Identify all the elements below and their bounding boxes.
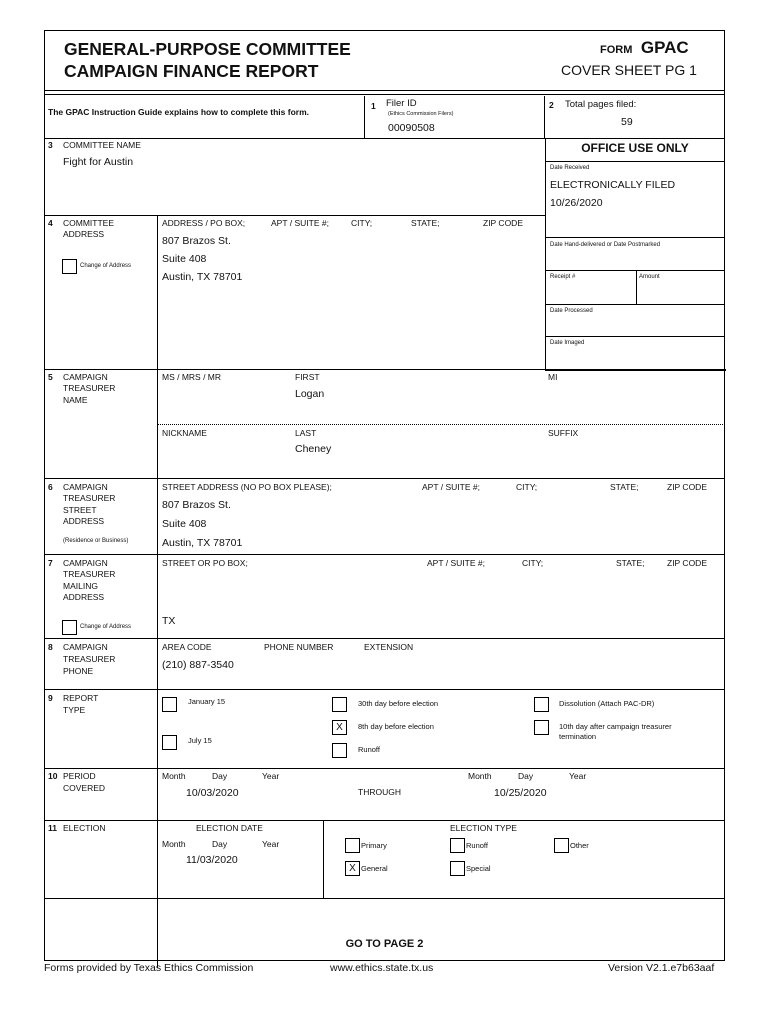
treasurer-mailing-label-4: ADDRESS	[63, 592, 105, 602]
committee-address-line1: 807 Brazos St.	[162, 235, 231, 247]
phone-number-label: PHONE NUMBER	[264, 642, 334, 652]
through-label: THROUGH	[358, 787, 401, 797]
10day-label-2: termination	[559, 732, 597, 741]
first-name-label: FIRST	[295, 372, 320, 382]
section-3-number: 3	[48, 140, 53, 150]
30day-label: 30th day before election	[358, 699, 439, 708]
treasurer-mailing-label-3: MAILING	[63, 581, 98, 591]
total-pages-label: Total pages filed:	[565, 99, 637, 110]
treasurer-street-line3: Austin, TX 78701	[162, 537, 243, 549]
from-month-label: Month	[162, 771, 186, 781]
go-to-page-2: GO TO PAGE 2	[345, 938, 424, 950]
special-checkbox[interactable]	[450, 861, 465, 876]
addr-header-state: STATE;	[411, 218, 440, 228]
form-title-line2: CAMPAIGN FINANCE REPORT	[64, 61, 319, 81]
treasurer-street-label-2: TREASURER	[63, 493, 116, 503]
mailing-header-state: STATE;	[616, 558, 645, 568]
report-type-label-1: REPORT	[63, 693, 99, 703]
divider	[44, 554, 725, 555]
addr-header-address: ADDRESS / PO BOX;	[162, 218, 246, 228]
dissolution-label: Dissolution (Attach PAC-DR)	[559, 699, 655, 708]
phone-value: (210) 887-3540	[162, 659, 234, 671]
election-label: ELECTION	[63, 823, 106, 833]
election-date-value: 11/03/2020	[186, 854, 238, 866]
election-runoff-checkbox[interactable]	[450, 838, 465, 853]
treasurer-mailing-label-1: CAMPAIGN	[63, 558, 108, 568]
treasurer-mailing-label-2: TREASURER	[63, 569, 116, 579]
election-runoff-label: Runoff	[466, 841, 488, 850]
from-day-label: Day	[212, 771, 228, 781]
street-header-zip: ZIP CODE	[667, 482, 707, 492]
date-imaged-label: Date Imaged	[550, 340, 585, 346]
date-received-line2: 10/26/2020	[550, 197, 603, 209]
divider	[44, 768, 725, 769]
primary-checkbox[interactable]	[345, 838, 360, 853]
mailing-header-apt: APT / SUITE #;	[427, 558, 485, 568]
committee-address-label-1: COMMITTEE	[63, 218, 114, 228]
dotted-divider	[157, 424, 725, 425]
change-of-address-label: Change of Address	[80, 263, 132, 269]
special-label: Special	[466, 864, 491, 873]
jul15-label: July 15	[188, 736, 212, 745]
divider	[44, 820, 725, 821]
filer-id-value: 00090508	[388, 122, 435, 134]
treasurer-street-label-3: STREET	[63, 505, 97, 515]
street-header-street: STREET ADDRESS (NO PO BOX PLEASE);	[162, 482, 332, 492]
section-8-number: 8	[48, 642, 53, 652]
committee-address-label-2: ADDRESS	[63, 229, 105, 239]
committee-name-value: Fight for Austin	[63, 156, 134, 168]
last-name-label: LAST	[295, 428, 317, 438]
section-5-number: 5	[48, 372, 53, 382]
section-7-number: 7	[48, 558, 53, 568]
divider	[44, 90, 725, 91]
filer-id-label: Filer ID	[386, 98, 417, 109]
divider	[157, 215, 158, 968]
section-6-number: 6	[48, 482, 53, 492]
runoff-label: Runoff	[358, 745, 380, 754]
cover-sheet-label: COVER SHEET PG 1	[561, 62, 697, 78]
mailing-change-of-address-label: Change of Address	[80, 624, 132, 630]
nickname-label: NICKNAME	[162, 428, 207, 438]
treasurer-street-label-4: ADDRESS	[63, 516, 105, 526]
divider	[545, 270, 725, 271]
divider	[636, 270, 637, 304]
filer-id-number: 1	[371, 101, 376, 111]
jul15-checkbox[interactable]	[162, 735, 177, 750]
from-year-label: Year	[262, 771, 280, 781]
street-header-city: CITY;	[516, 482, 538, 492]
date-processed-label: Date Processed	[550, 308, 593, 314]
mailing-header-street: STREET OR PO BOX;	[162, 558, 248, 568]
period-from-value: 10/03/2020	[186, 787, 239, 799]
divider	[323, 820, 324, 898]
general-label: General	[361, 864, 388, 873]
suffix-label: SUFFIX	[548, 428, 579, 438]
form-code-value: GPAC	[640, 38, 689, 57]
footer-left: Forms provided by Texas Ethics Commission	[44, 962, 254, 974]
election-type-heading: ELECTION TYPE	[450, 823, 517, 833]
street-header-state: STATE;	[610, 482, 639, 492]
election-year-label: Year	[262, 839, 280, 849]
footer-right: Version V2.1.e7b63aaf	[608, 962, 715, 974]
divider	[544, 96, 545, 138]
form-label: FORM	[600, 44, 633, 56]
section-11-number: 11	[48, 823, 57, 833]
filer-id-sublabel: (Ethics Commission Filers)	[388, 111, 454, 117]
hand-delivered-label: Date Hand-delivered or Date Postmarked	[550, 242, 661, 248]
mi-label: MI	[548, 372, 558, 382]
mailing-header-city: CITY;	[522, 558, 544, 568]
addr-header-city: CITY;	[351, 218, 373, 228]
mailing-address-value: TX	[162, 615, 176, 627]
treasurer-phone-label-2: TREASURER	[63, 654, 116, 664]
treasurer-street-line2: Suite 408	[162, 518, 207, 530]
treasurer-name-label-1: CAMPAIGN	[63, 372, 108, 382]
election-month-label: Month	[162, 839, 186, 849]
street-header-apt: APT / SUITE #;	[422, 482, 480, 492]
addr-header-zip: ZIP CODE	[483, 218, 523, 228]
general-checkbox[interactable]: X	[345, 861, 360, 876]
divider	[545, 237, 725, 238]
area-code-label: AREA CODE	[162, 642, 212, 652]
runoff-checkbox[interactable]	[332, 743, 347, 758]
other-label: Other	[570, 841, 589, 850]
total-pages-value: 59	[621, 116, 633, 128]
first-name-value: Logan	[295, 388, 325, 400]
divider	[44, 638, 725, 639]
date-received-line1: ELECTRONICALLY FILED	[550, 179, 676, 191]
receipt-label: Receipt #	[550, 274, 576, 280]
to-year-label: Year	[569, 771, 587, 781]
footer-center: www.ethics.state.tx.us	[330, 962, 434, 974]
mailing-change-of-address-checkbox[interactable]	[62, 620, 77, 635]
10day-checkbox[interactable]	[534, 720, 549, 735]
divider	[44, 898, 725, 899]
committee-address-line2: Suite 408	[162, 253, 207, 265]
residence-note: (Residence or Business)	[63, 538, 129, 544]
period-label-2: COVERED	[63, 783, 106, 793]
date-received-label: Date Received	[550, 165, 590, 171]
addr-header-apt: APT / SUITE #;	[271, 218, 329, 228]
total-pages-number: 2	[549, 100, 554, 110]
divider	[44, 369, 725, 370]
divider	[364, 96, 365, 138]
10day-label-1: 10th day after campaign treasurer	[559, 722, 672, 731]
dissolution-checkbox[interactable]	[534, 697, 549, 712]
divider	[545, 304, 725, 305]
section-9-number: 9	[48, 693, 53, 703]
divider	[545, 161, 725, 162]
instructions-text: The GPAC Instruction Guide explains how to complete this form.	[48, 107, 310, 117]
committee-name-label: COMMITTEE NAME	[63, 140, 141, 150]
change-of-address-checkbox[interactable]	[62, 259, 77, 274]
jan15-checkbox[interactable]	[162, 697, 177, 712]
amount-label: Amount	[639, 274, 660, 280]
report-type-label-2: TYPE	[63, 705, 86, 715]
period-to-value: 10/25/2020	[494, 787, 547, 799]
treasurer-name-label-2: TREASURER	[63, 383, 116, 393]
jan15-label: January 15	[188, 697, 226, 706]
period-label-1: PERIOD	[63, 771, 96, 781]
prefix-label: MS / MRS / MR	[162, 372, 222, 382]
30day-checkbox[interactable]	[332, 697, 347, 712]
last-name-value: Cheney	[295, 443, 332, 455]
treasurer-phone-label-3: PHONE	[63, 666, 94, 676]
section-4-number: 4	[48, 218, 53, 228]
to-month-label: Month	[468, 771, 492, 781]
form-code	[600, 38, 689, 58]
treasurer-name-label-3: NAME	[63, 395, 88, 405]
extension-label: EXTENSION	[364, 642, 414, 652]
treasurer-street-line1: 807 Brazos St.	[162, 499, 231, 511]
to-day-label: Day	[518, 771, 534, 781]
primary-label: Primary	[361, 841, 387, 850]
divider	[545, 336, 725, 337]
8day-checkbox[interactable]: X	[332, 720, 347, 735]
treasurer-phone-label-1: CAMPAIGN	[63, 642, 108, 652]
election-date-heading: ELECTION DATE	[196, 823, 263, 833]
divider	[44, 689, 725, 690]
office-use-heading: OFFICE USE ONLY	[581, 141, 689, 155]
treasurer-street-label-1: CAMPAIGN	[63, 482, 108, 492]
divider	[44, 215, 545, 216]
divider	[44, 94, 725, 95]
divider	[44, 478, 725, 479]
committee-address-line3: Austin, TX 78701	[162, 271, 243, 283]
section-10-number: 10	[48, 771, 58, 781]
other-checkbox[interactable]	[554, 838, 569, 853]
mailing-header-zip: ZIP CODE	[667, 558, 707, 568]
election-day-label: Day	[212, 839, 228, 849]
8day-label: 8th day before election	[358, 722, 434, 731]
form-title-line1: GENERAL-PURPOSE COMMITTEE	[64, 39, 351, 59]
